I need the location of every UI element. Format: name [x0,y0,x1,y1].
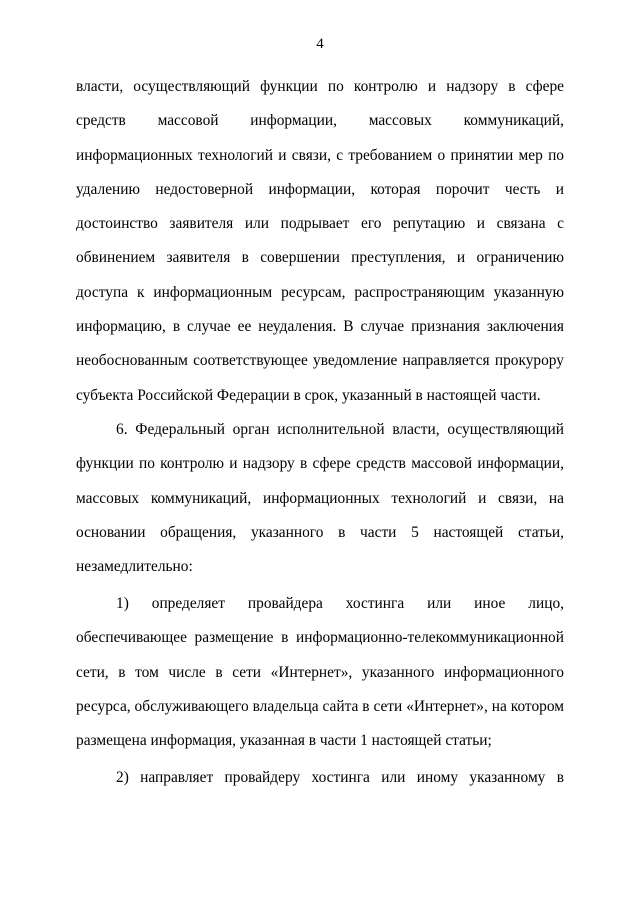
paragraph-subitem-2: 2) направляет провайдеру хостинга или иному указанному в [116,769,564,786]
paragraph-subitem-1: 1) определяет провайдера хостинга или иное лицо, обеспечивающее размещение в информационно-телекоммуникационной сети, в том числе в сети «Интернет», указанного информационного ресурса, обслуживающего владельца сайта в сети «Интернет», на котором размещена информация, указанная в части 1 настоящей статьи; [76,595,564,750]
paragraph-item-6: 6. Федеральный орган исполнительной власти, осуществляющий функции по контролю и надзору в сфере средств массовой информации, массовых коммуникаций, информационных технологий и связи, на основании обращения, указанного в части 5 настоящей статьи, незамедлительно: [76,421,564,576]
paragraph-continuation: власти, осуществляющий функции по контролю и надзору в сфере средств массовой информации, массовых коммуникаций, информационных технологий и связи, с требованием о принятии мер по удалению недостоверной информации, которая порочит честь и достоинство заявителя или подрывает его репутацию и связана с обвинением заявителя в совершении преступления, и ограничению доступа к информационным ресурсам, распространяющим указанную информацию, в случае ее неудаления. В случае признания заключения необоснованным соответствующее уведомление направляется прокурору субъекта Российской Федерации в срок, указанный в настоящей части. [76,78,564,404]
page-number: 4 [316,36,324,52]
